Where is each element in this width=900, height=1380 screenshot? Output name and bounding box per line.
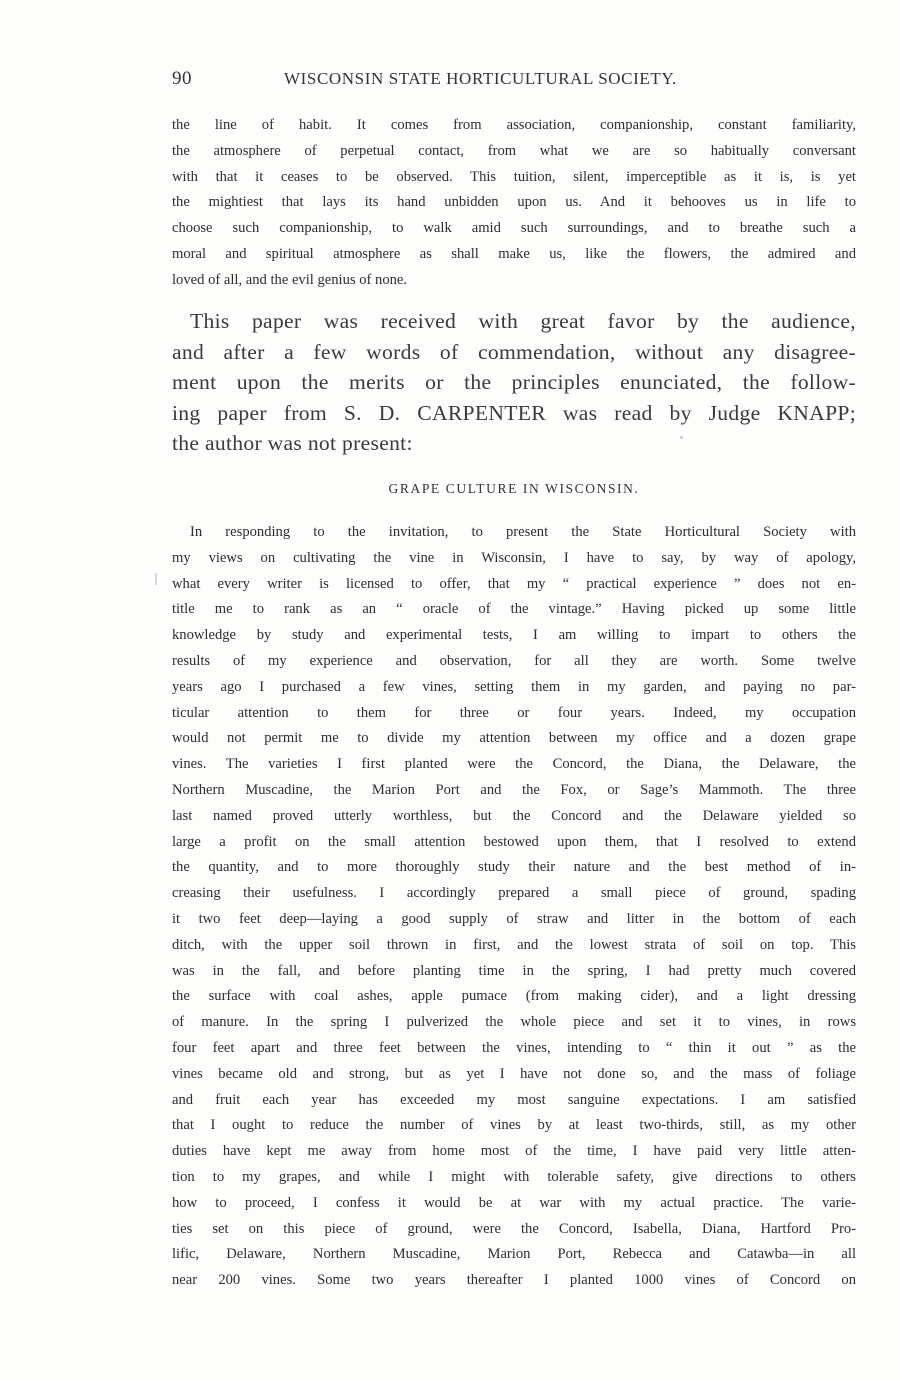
text-line: loved of all, and the evil genius of none.: [172, 271, 408, 288]
text-line: ment upon the merits or the principles enunciated, the follow-: [172, 370, 856, 395]
text-line: years ago I purchased a few vines, setting them in my garden, and paying no par-: [172, 678, 856, 695]
page-number: 90: [172, 68, 192, 89]
text-line: title me to rank as an “ oracle of the vintage.” Having picked up some little: [172, 601, 856, 618]
text-line: ditch, with the upper soil thrown in first, and the lowest strata of soil on top. This: [172, 936, 856, 953]
text-line: would not permit me to divide my attention between my office and a dozen grape: [172, 730, 856, 747]
text-line: and after a few words of commendation, without any disagree-: [172, 339, 856, 364]
text-line: the surface with coal ashes, apple pumace (from making cider), and a light dressing: [172, 988, 856, 1005]
text-line: what every writer is licensed to offer, that my “ practical experience ” does not en-: [172, 575, 856, 592]
text-line: with that it ceases to be observed. This tuition, silent, imperceptible as it is, is yet: [172, 168, 856, 185]
intro-paragraph: [172, 113, 856, 294]
ink-speck: [680, 436, 683, 439]
text-line: vines became old and strong, but as yet I have not done so, and the mass of foliage: [172, 1065, 856, 1082]
text-line: the mightiest that lays its hand unbidden upon us. And it behooves us in life to: [172, 194, 856, 211]
text-line: choose such companionship, to walk amid such surroundings, and to breathe such a: [172, 220, 856, 237]
text-line: results of my experience and observation, for all they are worth. Some twelve: [172, 652, 856, 669]
text-line: the atmosphere of perpetual contact, from what we are so habitually conversant: [172, 142, 856, 159]
text-line: near 200 vines. Some two years thereafter I planted 1000 vines of Concord on: [172, 1272, 856, 1289]
text-line: the quantity, and to more thoroughly study their nature and the best method of in-: [172, 859, 856, 876]
text-line: it two feet deep—laying a good supply of straw and litter in the bottom of each: [172, 910, 856, 927]
text-line: In responding to the invitation, to present the State Horticultural Society with: [190, 524, 856, 540]
text-line: This paper was received with great favor by the audience,: [190, 309, 856, 333]
text-line: knowledge by study and experimental tests, I am willing to impart to others the: [172, 627, 856, 644]
section-title: GRAPE CULTURE IN WISCONSIN.: [388, 481, 640, 496]
text-line: tion to my grapes, and while I might with tolerable safety, give directions to others: [172, 1168, 856, 1185]
text-line: creasing their usefulness. I accordingly prepared a small piece of ground, spading: [172, 885, 856, 902]
text-line: ing paper from S. D. CARPENTER was read by Judge KNAPP;: [172, 400, 856, 425]
text-line: ticular attention to them for three or four years. Indeed, my occupation: [172, 704, 856, 721]
page-header: [172, 68, 862, 94]
running-title: WISCONSIN STATE HORTICULTURAL SOCIETY.: [284, 69, 677, 88]
text-line: was in the fall, and before planting time in the spring, I had pretty much covered: [172, 962, 856, 979]
text-line: the line of habit. It comes from association, companionship, constant familiarity,: [172, 117, 856, 133]
text-line: large a profit on the small attention bestowed upon them, that I resolved to extend: [172, 833, 856, 850]
text-line: last named proved utterly worthless, but the Concord and the Delaware yielded so: [172, 807, 856, 824]
text-line: moral and spiritual atmosphere as shall make us, like the flowers, the admired and: [172, 245, 856, 262]
text-line: of manure. In the spring I pulverized the whole piece and set it to vines, in rows: [172, 1014, 856, 1031]
text-line: that I ought to reduce the number of vines by at least two-thirds, still, as my other: [172, 1117, 856, 1134]
text-line: ties set on this piece of ground, were the Concord, Isabella, Diana, Hartford Pro-: [172, 1220, 856, 1237]
text-line: four feet apart and three feet between the vines, intending to “ thin it out ” as the: [172, 1039, 856, 1056]
text-line: duties have kept me away from home most of the time, I have paid very little atten-: [172, 1143, 856, 1160]
text-line: vines. The varieties I first planted were the Concord, the Diana, the Delaware, the: [172, 756, 856, 773]
text-line: and fruit each year has exceeded my most sanguine expectations. I am satisfied: [172, 1091, 856, 1108]
text-line: how to proceed, I confess it would be at war with my actual practice. The varie-: [172, 1194, 856, 1211]
body-paragraph: [172, 520, 856, 1294]
margin-mark: [155, 573, 157, 585]
text-line: lific, Delaware, Northern Muscadine, Marion Port, Rebecca and Catawba—in all: [172, 1246, 856, 1263]
text-line: the author was not present:: [172, 431, 413, 456]
editorial-note: [172, 306, 856, 459]
text-line: my views on cultivating the vine in Wisconsin, I have to say, by way of apology,: [172, 549, 856, 566]
text-line: Northern Muscadine, the Marion Port and the Fox, or Sage’s Mammoth. The three: [172, 781, 856, 798]
